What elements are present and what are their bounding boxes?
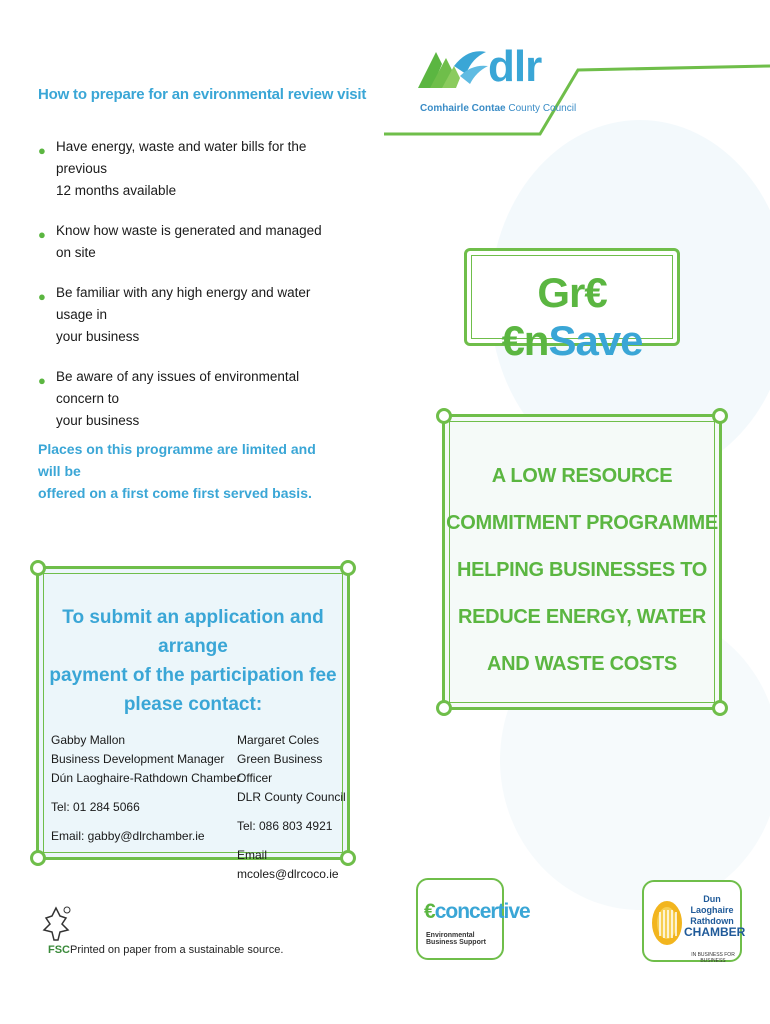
corner-ornament [340, 560, 356, 576]
fsc-label: FSC [48, 944, 70, 956]
bullet-dot-icon: ● [38, 143, 46, 158]
programme-box [442, 414, 722, 710]
chamber-tagline: IN BUSINESS FOR BUSINESS [691, 952, 735, 964]
corner-ornament [436, 408, 452, 424]
dlr-wave-logo-icon [416, 44, 490, 94]
bullet-dot-icon: ● [38, 373, 46, 388]
corner-ornament [712, 408, 728, 424]
contact-title: To submit an application and arrange payment of the participation fee please contact: [49, 607, 337, 715]
corner-ornament [436, 700, 452, 716]
concertive-tagline: Environmental Business Support [426, 932, 486, 946]
list-item: ● Be familiar with any high energy and water usage in your business [38, 285, 311, 344]
dlr-logo-text: dlr [488, 42, 542, 91]
contact-email[interactable]: Email mcoles@dlrcoco.ie [237, 848, 339, 881]
preparation-list [36, 136, 336, 432]
contact-name: Gabby Mallon [51, 733, 126, 747]
chamber-logo [642, 880, 746, 964]
contact-tel: Tel: 01 284 5066 [51, 800, 140, 814]
contact-email[interactable]: Email: gabby@dlrchamber.ie [51, 829, 205, 843]
concertive-logo [416, 878, 530, 960]
greensave-logo-box [464, 248, 680, 364]
corner-ornament [712, 700, 728, 716]
contact-role: Green Business Officer [237, 752, 323, 785]
bullet-dot-icon: ● [38, 289, 46, 304]
corner-ornament [30, 850, 46, 866]
fsc-printed-note: Printed on paper from a sustainable source. [70, 944, 284, 956]
list-item: ● Know how waste is generated and managed on site [38, 223, 322, 260]
contact-org: DLR County Council [237, 790, 346, 804]
contact-box [36, 566, 350, 881]
chamber-emblem-icon [650, 898, 684, 948]
places-notice: Places on this programme are limited and will be offered on a first come first served basis. [38, 441, 316, 501]
contact-person-margaret [237, 731, 347, 884]
contact-role: Business Development Manager [51, 752, 225, 766]
dlr-subtitle: Comhairle Contae County Council [420, 103, 577, 114]
bullet-dot-icon: ● [38, 227, 46, 242]
list-item: ● Have energy, waste and water bills for the previous 12 months available [38, 139, 307, 198]
contact-person-gabby [51, 731, 240, 846]
chamber-name: Dun Laoghaire Rathdown CHAMBER [684, 894, 746, 939]
concertive-wordmark: €concertive [424, 900, 530, 923]
greensave-wordmark: Gr€€nSave [501, 269, 643, 364]
list-item: ● Be aware of any issues of environmental concern to your business [38, 369, 300, 428]
corner-ornament [30, 560, 46, 576]
contact-tel: Tel: 086 803 4921 [237, 819, 333, 833]
contact-name: Margaret Coles [237, 733, 320, 747]
programme-description: A LOW RESOURCE COMMITMENT PROGRAMME HELPING BUSINESSES TO REDUCE ENERGY, WATER AND WASTE COSTS [446, 465, 718, 675]
fsc-tree-icon [40, 904, 72, 944]
review-visit-heading: How to prepare for an evironmental review visit [38, 86, 367, 103]
contact-org: Dún Laoghaire-Rathdown Chamber [51, 771, 241, 785]
